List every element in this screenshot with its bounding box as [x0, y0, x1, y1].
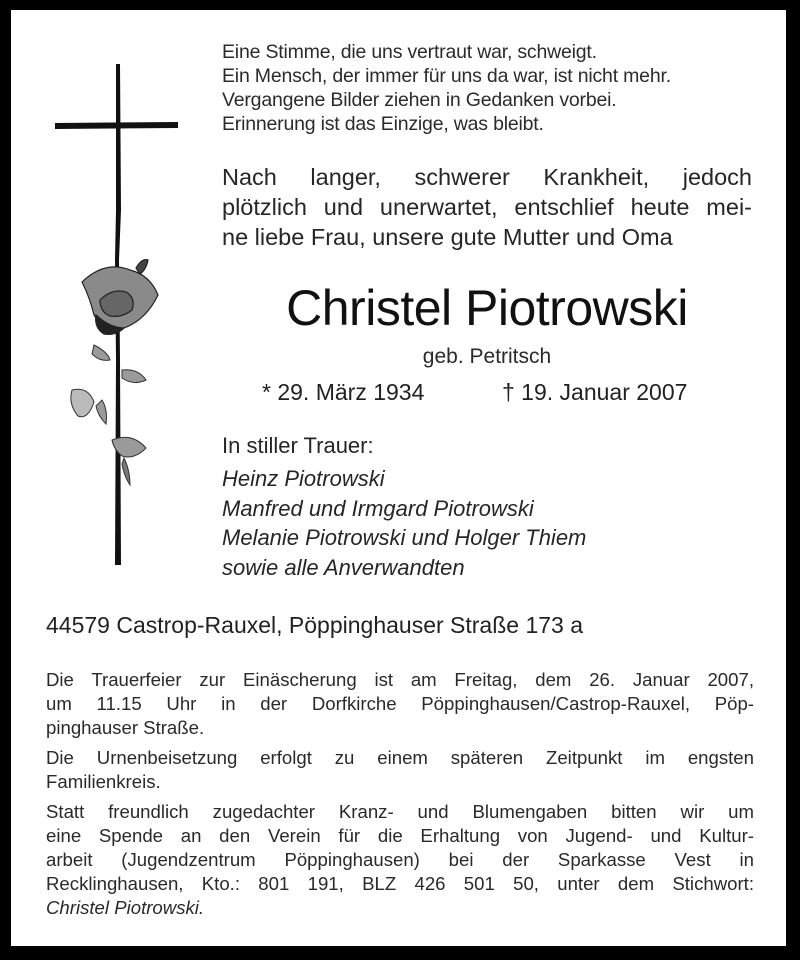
deceased-name: Christel Piotrowski [286, 280, 688, 336]
funeral-paragraph [46, 668, 754, 740]
birth-date: * 29. März 1934 [262, 379, 425, 405]
urn-paragraph [46, 746, 754, 794]
mourner-name: Heinz Piotrowski [222, 466, 385, 491]
text-line: Statt freundlich zugedachter Kranz- und Blumengaben bitten wir um [46, 801, 754, 822]
intro-line: plötzlich und unerwartet, entschlief heute mei- [222, 194, 752, 220]
mourners-label: In stiller Trauer: [222, 433, 374, 458]
announcement-intro [222, 162, 752, 252]
text-line: Die Trauerfeier zur Einäscherung ist am Freitag, dem 26. Januar 2007, [46, 669, 754, 690]
text-line: eine Spende an den Verein für die Erhaltung von Jugend- und Kultur- [46, 825, 754, 846]
text-line: Familienkreis. [46, 771, 161, 792]
poem [222, 40, 671, 136]
death-date: † 19. Januar 2007 [502, 379, 688, 405]
donation-paragraph [46, 800, 754, 920]
text-line: Recklinghausen, Kto.: 801 191, BLZ 426 501 50, unter dem Stichwort: [46, 873, 754, 894]
text-line: pinghauser Straße. [46, 717, 205, 738]
poem-line: Eine Stimme, die uns vertraut war, schweigt. [222, 41, 597, 63]
poem-line: Erinnerung ist das Einzige, was bleibt. [222, 113, 544, 135]
mourners-list [222, 464, 586, 582]
poem-line: Ein Mensch, der immer für uns da war, ist nicht mehr. [222, 65, 671, 87]
intro-line: Nach langer, schwerer Krankheit, jedoch [222, 164, 752, 190]
text-line: Die Urnenbeisetzung erfolgt zu einem späteren Zeitpunkt im engsten [46, 747, 754, 768]
cross-with-rose-icon [50, 60, 190, 565]
mourner-name: Melanie Piotrowski und Holger Thiem [222, 525, 587, 550]
donation-keyword: Christel Piotrowski. [46, 897, 205, 918]
family-address: 44579 Castrop-Rauxel, Pöppinghauser Straße 173 a [46, 612, 584, 638]
mourner-name: Manfred und Irmgard Piotrowski [222, 495, 534, 521]
text-line: um 11.15 Uhr in der Dorfkirche Pöppinghausen/Castrop-Rauxel, Pöp- [46, 693, 754, 714]
funeral-details [46, 668, 754, 926]
text-line: arbeit (Jugendzentrum Pöppinghausen) bei der Sparkasse Vest in [46, 849, 754, 870]
mourner-name: sowie alle Anverwandten [222, 554, 465, 580]
maiden-name: geb. Petritsch [422, 345, 552, 368]
intro-line: ne liebe Frau, unsere gute Mutter und Oma [222, 224, 673, 250]
poem-line: Vergangene Bilder ziehen in Gedanken vorbei. [222, 89, 617, 111]
